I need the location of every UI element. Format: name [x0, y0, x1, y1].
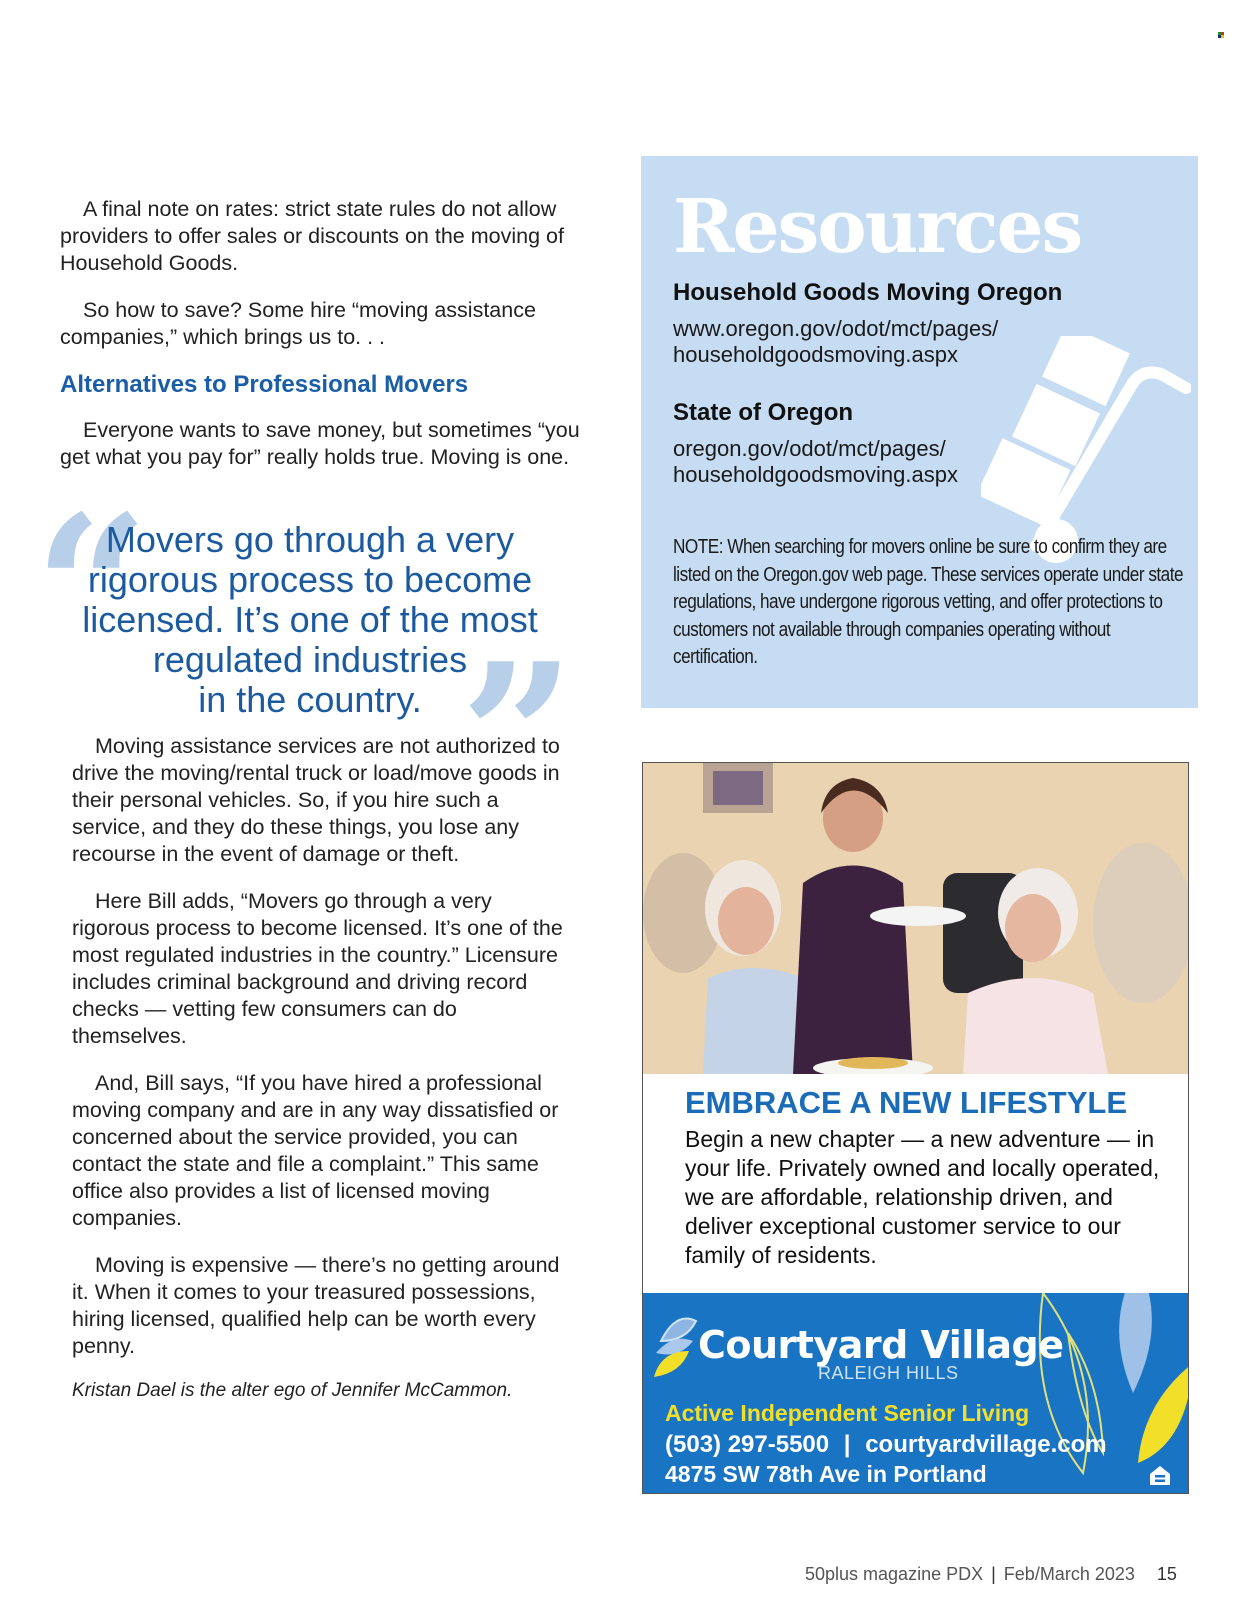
footer-separator: | [991, 1564, 996, 1584]
resource-title: Household Goods Moving Oregon [673, 279, 1063, 306]
advertisement [642, 762, 1189, 1494]
page-number: 15 [1156, 1564, 1177, 1584]
ad-tagline: Active Independent Senior Living [665, 1400, 1030, 1426]
dining-scene-illustration [643, 763, 1188, 1074]
brand-name: Courtyard Village [698, 1323, 1064, 1367]
ad-body: Begin a new chapter — a new adventure — in your life. Privately owned and locally operated, we are affordable, relationship driven, and deliver exceptional customer service to our family of residents. [685, 1126, 1160, 1268]
resource-link-line[interactable]: oregon.gov/odot/mct/pages/ [673, 436, 946, 461]
pull-quote-text [40, 520, 580, 720]
article-column-top [60, 196, 580, 491]
resource-link[interactable] [673, 436, 1033, 488]
ad-contact-line [665, 1431, 1107, 1459]
resources-box [641, 156, 1198, 708]
equal-housing-icon [1148, 1463, 1172, 1487]
section-heading: Alternatives to Professional Movers [60, 371, 469, 398]
ad-address: 4875 SW 78th Ave in Portland [665, 1461, 987, 1487]
resource-link-line[interactable]: householdgoodsmoving.aspx [673, 342, 958, 367]
resource-link-line[interactable]: www.oregon.gov/odot/mct/pages/ [673, 316, 999, 341]
resource-title: State of Oregon [673, 399, 854, 426]
resources-note: NOTE: When searching for movers online be sure to confirm they are listed on the Oregon.gov web page. These services operate under state regulations, have undergone rigorous vetting, and offer protections to customers not available through companies operating without certification. [673, 536, 1184, 668]
phone-number[interactable]: (503) 297-5500 [665, 1431, 830, 1458]
pull-quote-line: in the country. [198, 679, 422, 720]
pull-quote-line: regulated industries [152, 639, 468, 680]
article-paragraph: Moving assistance services are not authorized to drive the moving/rental truck or load/move goods in their personal vehicles. So, if you hire such a service, and they do these things, you lose any recourse in the event of damage or theft. [72, 734, 560, 866]
pull-quote-line: Movers go through a very [105, 519, 515, 560]
close-quote-icon: ” [460, 620, 576, 855]
author-byline: Kristan Dael is the alter ego of Jennifer McCammon. [72, 1380, 513, 1401]
magazine-name: 50plus magazine PDX [805, 1564, 984, 1584]
brand-location: RALEIGH HILLS [818, 1363, 959, 1383]
contact-separator: | [843, 1431, 851, 1458]
resources-title: Resources [673, 184, 1082, 270]
article-paragraph: Moving is expensive — there’s no getting around it. When it comes to your treasured possessions, hiring licensed, qualified help can be worth every penny. [72, 1253, 560, 1358]
article-paragraph: And, Bill says, “If you have hired a professional moving company and are in any way dissatisfied or concerned about the service provided, you can contact the state and file a complaint.” This same office also provides a list of licensed moving companies. [72, 1071, 559, 1230]
pull-quote-line: rigorous process to become [87, 559, 533, 600]
ad-contact-band [643, 1293, 1188, 1493]
leaf-logo-icon [651, 1311, 701, 1381]
dining-photo [643, 763, 1188, 1074]
website-link[interactable]: courtyardvillage.com [865, 1431, 1107, 1458]
open-quote-icon: “ [34, 472, 150, 707]
resource-link-line[interactable]: householdgoodsmoving.aspx [673, 462, 958, 487]
registration-mark-icon [1218, 32, 1224, 38]
article-paragraph: Everyone wants to save money, but sometimes “you get what you pay for” really holds true. Moving is one. [60, 418, 580, 469]
ad-headline: EMBRACE A NEW LIFESTYLE [685, 1085, 1128, 1120]
pull-quote-line: licensed. It’s one of the most [82, 599, 538, 640]
article-paragraph: Here Bill adds, “Movers go through a very rigorous process to become licensed. It’s one of the most regulated industries in the country.” Licensure includes criminal background and driving record checks — vetting few consumers can do themselves. [72, 889, 563, 1048]
issue-date: Feb/March 2023 [1003, 1564, 1135, 1584]
resource-link[interactable] [673, 316, 1033, 368]
article-paragraph: A final note on rates: strict state rules do not allow providers to offer sales or discounts on the moving of Household Goods. [60, 197, 564, 275]
page-footer [805, 1564, 1177, 1585]
article-paragraph: So how to save? Some hire “moving assistance companies,” which brings us to. . . [60, 298, 536, 349]
